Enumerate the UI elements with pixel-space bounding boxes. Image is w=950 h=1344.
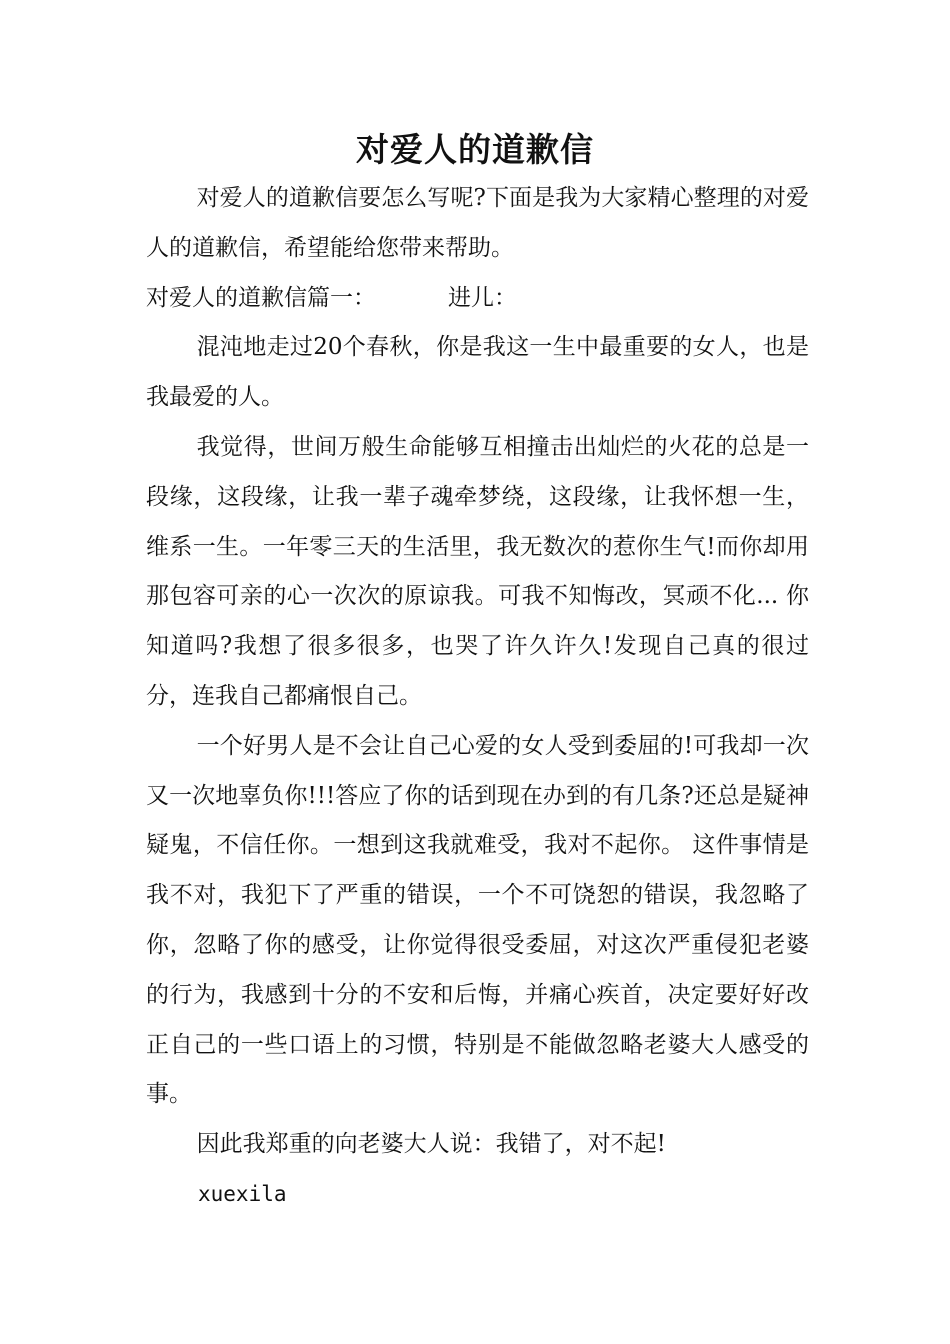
paragraph-2: 我觉得，世间万般生命能够互相撞击出灿烂的火花的总是一段缘，这段缘，让我一辈子魂牵梦绕，这段缘，让我怀想一生，维系一生。一年零三天的生活里，我无数次的惹你生气!而你却用那包容可亲的心一次次的原谅我。可我不知悔改，冥顽不化... 你知道吗?我想了很多很多，也哭了许久许久!发现自己真的很过分，连我自己都痛恨自己。 (146, 433, 809, 709)
paragraph-3: 一个好男人是不会让自己心爱的女人受到委屈的!可我却一次又一次地辜负你!!!答应了你的话到现在办到的有几条?还总是疑神疑鬼，不信任你。一想到这我就难受，我对不起你。 这件事情是我不对，我犯下了严重的错误，一个不可饶恕的错误，我忽略了你，忽略了你的感受，让你觉得很受委屈，对这次严重侵犯老婆的行为，我感到十分的不安和后悔，并痛心疾首，决定要好好改正自己的一些口语上的习惯，特别是不能做忽略老婆大人感受的事。 (146, 732, 809, 1108)
paragraph-4: 因此我郑重的向老婆大人说：我错了，对不起! (196, 1131, 666, 1158)
paragraph-1: 混沌地走过20个春秋，你是我这一生中最重要的女人，也是我最爱的人。 (146, 334, 809, 411)
document-body (146, 174, 809, 1220)
document-title: 对爱人的道歉信 (356, 130, 594, 169)
section-heading: 对爱人的道歉信篇一： (146, 284, 376, 311)
signature: xuexila (198, 1181, 287, 1206)
salutation: 进儿： (448, 284, 517, 311)
section-heading-line (146, 274, 809, 324)
intro-paragraph: 对爱人的道歉信要怎么写呢?下面是我为大家精心整理的对爱人的道歉信，希望能给您带来帮助。 (146, 185, 809, 261)
